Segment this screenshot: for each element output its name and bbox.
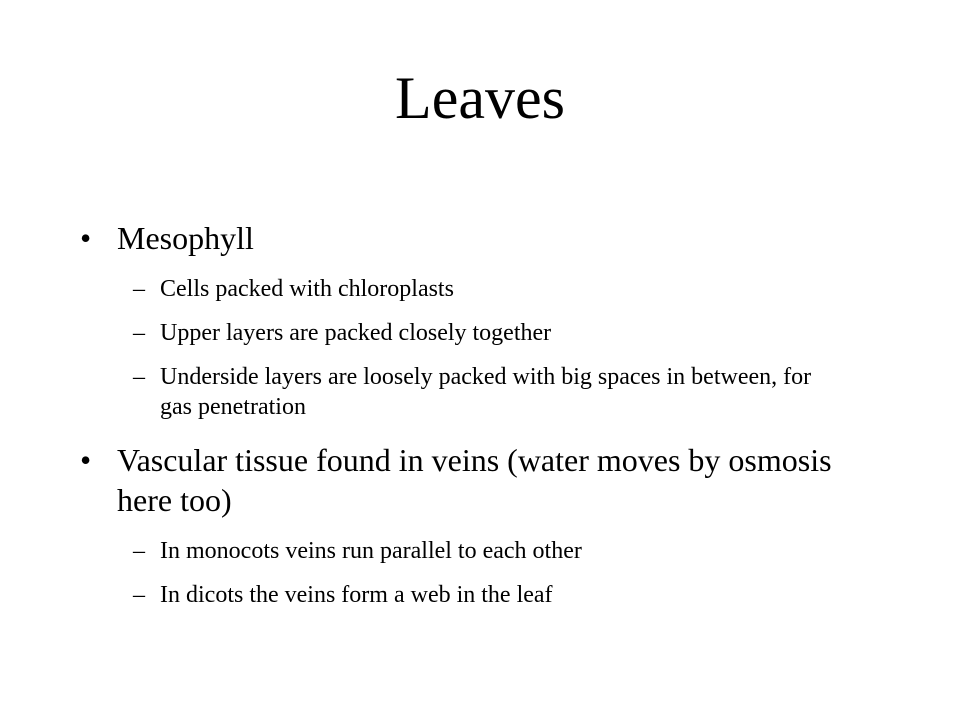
bullet-mesophyll: [80, 218, 840, 258]
sub-list-vascular: [80, 536, 840, 610]
bullet-text: Mesophyll: [117, 220, 254, 256]
bullet-vascular-tissue: [80, 440, 840, 520]
sub-marker: –: [133, 582, 145, 608]
sub-bullet-text: In dicots the veins form a web in the leaf: [160, 582, 553, 608]
sub-bullet: [80, 362, 840, 422]
sub-bullet: [80, 274, 840, 304]
sub-bullet-text: Upper layers are packed closely together: [160, 320, 552, 346]
sub-marker: –: [133, 320, 145, 346]
sub-marker: –: [133, 364, 145, 390]
bullet-text: Vascular tissue found in veins (water moves by osmosis here too): [117, 442, 832, 518]
bullet-marker: •: [80, 220, 92, 256]
sub-marker: –: [133, 276, 145, 302]
sub-bullet: [80, 536, 840, 566]
sub-bullet: [80, 580, 840, 610]
sub-bullet-text: Cells packed with chloroplasts: [160, 276, 454, 302]
sub-bullet-text: In monocots veins run parallel to each other: [160, 538, 582, 564]
slide-title: Leaves: [395, 65, 565, 131]
sub-bullet: [80, 318, 840, 348]
slide-content: [80, 218, 840, 626]
sub-list-mesophyll: [80, 274, 840, 422]
sub-bullet-text: Underside layers are loosely packed with big spaces in between, for gas penetration: [160, 364, 812, 420]
sub-marker: –: [133, 538, 145, 564]
bullet-marker: •: [80, 442, 92, 478]
